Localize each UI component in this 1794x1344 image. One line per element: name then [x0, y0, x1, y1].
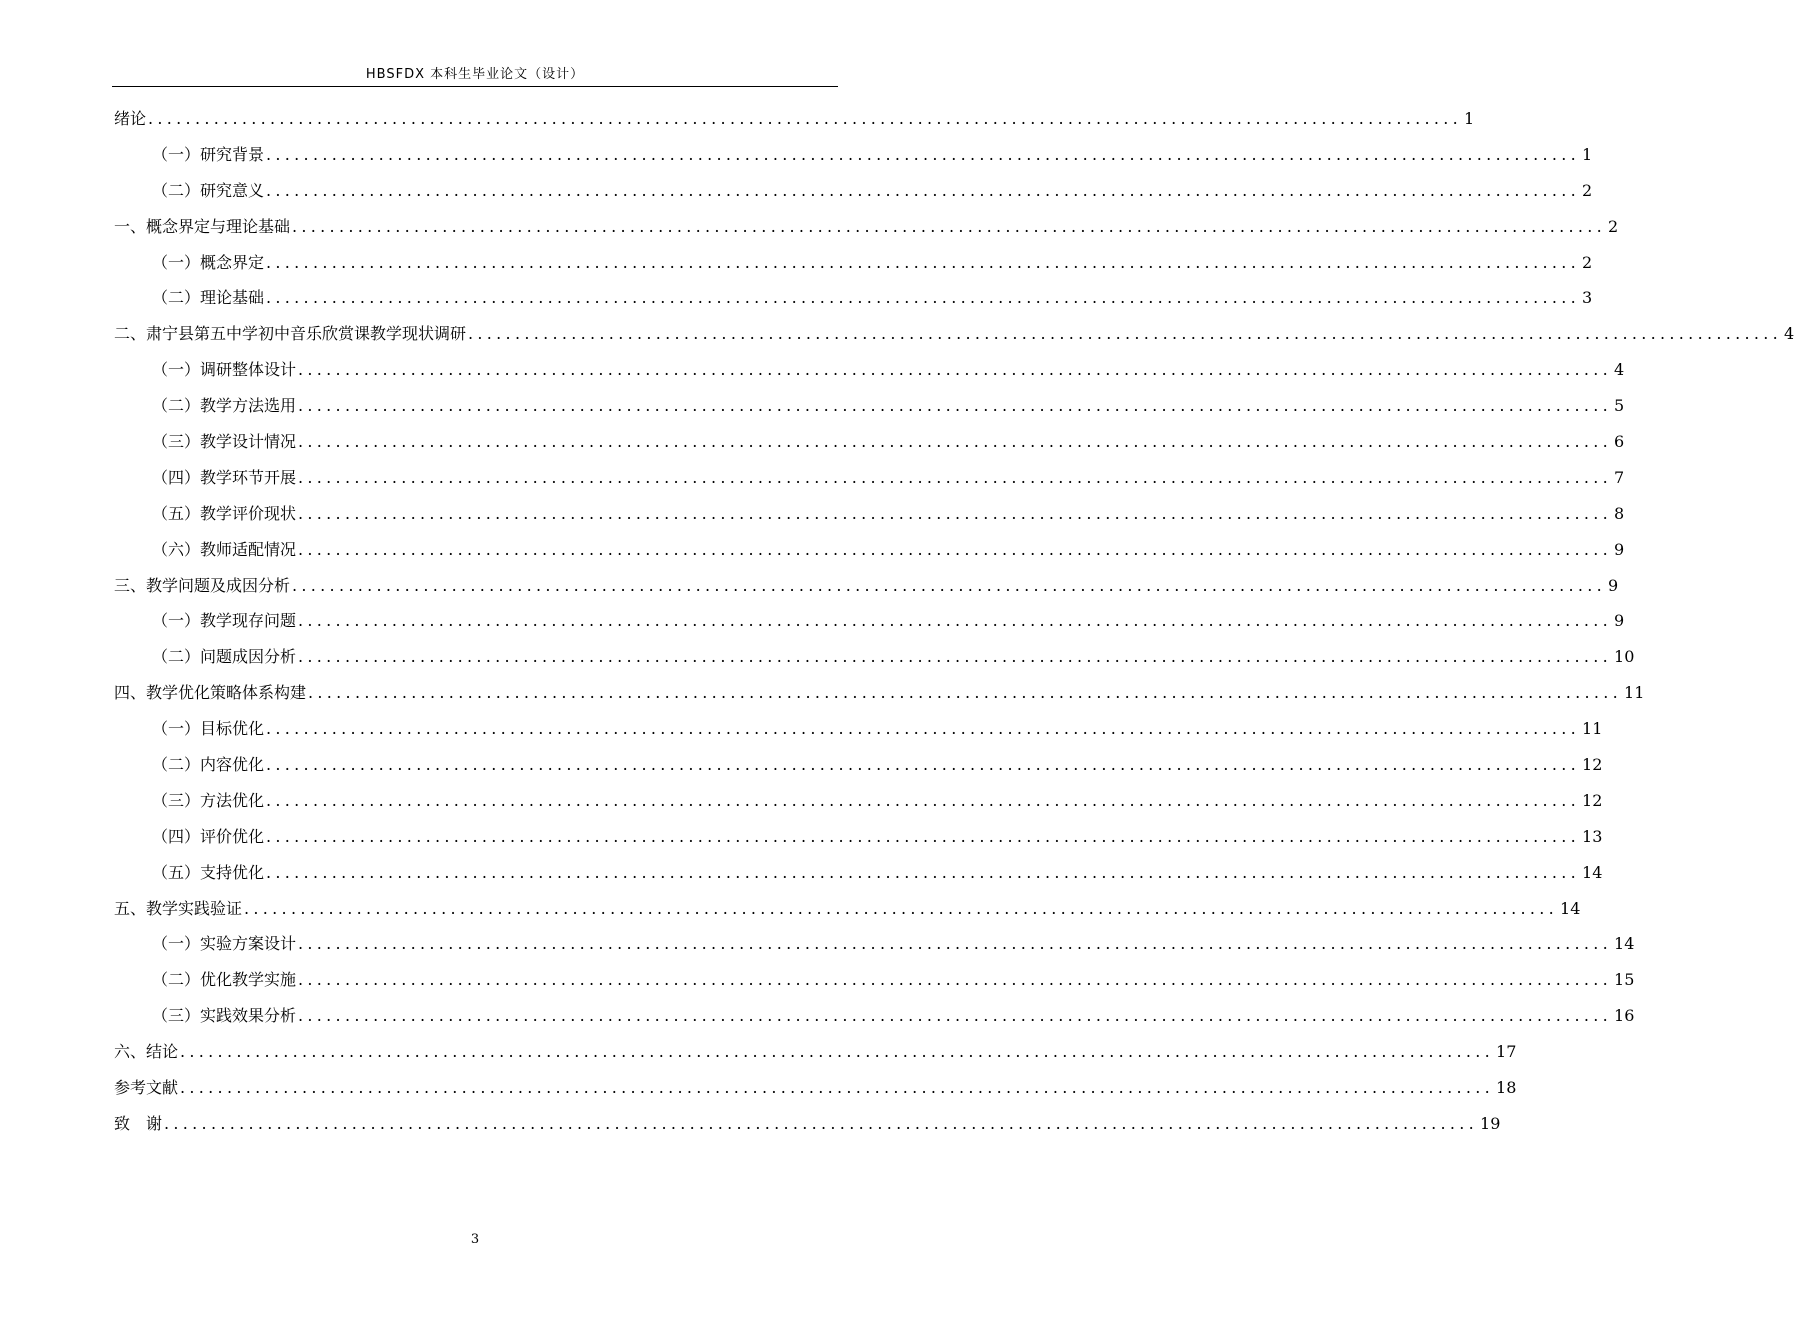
toc-dot-leader: ............................................................................................................................................	[308, 683, 1623, 703]
toc-entry-page: 13	[1582, 826, 1603, 846]
toc-entry[interactable]	[114, 209, 1619, 245]
toc-entry[interactable]	[114, 747, 1603, 783]
toc-entry-page: 9	[1608, 575, 1619, 595]
toc-entry-title: （二）教学方法选用	[152, 396, 297, 416]
toc-dot-leader: ............................................................................................................................................	[298, 360, 1613, 380]
toc-entry-page: 4	[1784, 324, 1794, 344]
toc-entry-page: 8	[1614, 503, 1625, 523]
toc-entry-title: 致 谢	[114, 1113, 163, 1133]
toc-entry[interactable]	[114, 568, 1619, 604]
toc-entry-title: （二）研究意义	[152, 180, 265, 200]
header-divider	[112, 86, 838, 87]
toc-dot-leader: ............................................................................................................................................	[266, 288, 1581, 308]
toc-entry[interactable]	[114, 316, 1794, 352]
toc-dot-leader: ............................................................................................................................................	[468, 324, 1783, 344]
toc-entry[interactable]	[114, 245, 1593, 281]
toc-entry[interactable]	[114, 855, 1603, 891]
toc-dot-leader: ............................................................................................................................................	[266, 826, 1581, 846]
page-number: 3	[470, 1232, 480, 1247]
toc-entry[interactable]	[114, 998, 1635, 1034]
toc-entry-page: 14	[1560, 898, 1581, 918]
toc-entry-page: 9	[1614, 611, 1625, 631]
toc-entry-page: 2	[1582, 180, 1593, 200]
toc-entry-page: 10	[1614, 647, 1635, 667]
toc-dot-leader: ............................................................................................................................................	[298, 503, 1613, 523]
toc-entry[interactable]	[114, 819, 1603, 855]
toc-entry[interactable]	[114, 388, 1625, 424]
toc-entry[interactable]	[114, 137, 1593, 173]
toc-entry-title: 绪论	[114, 109, 147, 128]
toc-entry-title: 五、教学实践验证	[114, 898, 243, 918]
toc-dot-leader: ............................................................................................................................................	[298, 611, 1613, 631]
toc-entry-page: 9	[1614, 539, 1625, 559]
toc-entry-page: 11	[1582, 719, 1603, 739]
toc-entry[interactable]	[114, 711, 1603, 747]
toc-entry-page: 17	[1496, 1042, 1517, 1062]
toc-entry-page: 7	[1614, 467, 1625, 487]
toc-entry-title: 二、肃宁县第五中学初中音乐欣赏课教学现状调研	[114, 324, 467, 344]
toc-dot-leader: ............................................................................................................................................	[298, 1006, 1613, 1026]
toc-entry-title: （一）教学现存问题	[152, 611, 297, 631]
toc-dot-leader: ............................................................................................................................................	[298, 934, 1613, 954]
toc-entry-title: 一、概念界定与理论基础	[114, 216, 291, 236]
toc-entry-title: 三、教学问题及成因分析	[114, 575, 291, 595]
toc-entry-title: （六）教师适配情况	[152, 539, 297, 559]
toc-dot-leader: ............................................................................................................................................	[298, 647, 1613, 667]
toc-entry-title: （一）研究背景	[152, 144, 265, 164]
toc-entry[interactable]	[114, 1034, 1517, 1070]
toc-entry-title: （三）方法优化	[152, 790, 265, 810]
toc-entry-title: （一）目标优化	[152, 719, 265, 739]
toc-dot-leader: ............................................................................................................................................	[298, 467, 1613, 487]
toc-entry[interactable]	[114, 460, 1625, 496]
toc-entry-page: 14	[1582, 862, 1603, 882]
toc-entry-title: （三）实践效果分析	[152, 1006, 297, 1026]
toc-entry[interactable]	[114, 783, 1603, 819]
toc-entry-title: （五）支持优化	[152, 862, 265, 882]
toc-dot-leader: ............................................................................................................................................	[266, 719, 1581, 739]
toc-dot-leader: ............................................................................................................................................	[298, 539, 1613, 559]
toc-dot-leader: ............................................................................................................................................	[266, 180, 1581, 200]
toc-entry-title: （一）调研整体设计	[152, 360, 297, 380]
toc-entry[interactable]	[114, 424, 1625, 460]
table-of-contents	[114, 101, 1794, 1142]
toc-entry-page: 18	[1496, 1078, 1517, 1098]
toc-entry-page: 4	[1614, 360, 1625, 380]
toc-entry[interactable]	[114, 1070, 1517, 1106]
toc-entry-title: （四）评价优化	[152, 826, 265, 846]
toc-entry[interactable]	[114, 101, 1475, 137]
toc-entry-title: 参考文献	[114, 1078, 179, 1098]
toc-entry-page: 2	[1608, 216, 1619, 236]
toc-entry-page: 2	[1582, 252, 1593, 272]
toc-entry[interactable]	[114, 926, 1635, 962]
page-header-title: HBSFDX 本科生毕业论文（设计）	[365, 67, 585, 82]
toc-dot-leader: ............................................................................................................................................	[148, 109, 1463, 128]
toc-entry-title: （一）概念界定	[152, 252, 265, 272]
toc-entry[interactable]	[114, 173, 1593, 209]
toc-entry[interactable]	[114, 352, 1625, 388]
toc-dot-leader: ............................................................................................................................................	[266, 755, 1581, 775]
toc-dot-leader: ............................................................................................................................................	[266, 144, 1581, 164]
toc-entry[interactable]	[114, 532, 1625, 568]
toc-entry-page: 12	[1582, 790, 1603, 810]
toc-entry-title: （三）教学设计情况	[152, 432, 297, 452]
toc-entry-title: （二）内容优化	[152, 755, 265, 775]
toc-entry-page: 1	[1582, 144, 1593, 164]
toc-dot-leader: ............................................................................................................................................	[180, 1042, 1495, 1062]
toc-entry[interactable]	[114, 639, 1635, 675]
toc-entry[interactable]	[114, 1106, 1501, 1142]
toc-dot-leader: ............................................................................................................................................	[180, 1078, 1495, 1098]
toc-dot-leader: ............................................................................................................................................	[292, 216, 1607, 236]
toc-dot-leader: ............................................................................................................................................	[266, 252, 1581, 272]
toc-entry[interactable]	[114, 962, 1635, 998]
toc-dot-leader: ............................................................................................................................................	[164, 1113, 1479, 1133]
toc-entry-title: （二）优化教学实施	[152, 970, 297, 990]
toc-entry-title: （五）教学评价现状	[152, 503, 297, 523]
toc-entry[interactable]	[114, 675, 1645, 711]
toc-entry-title: （二）问题成因分析	[152, 647, 297, 667]
toc-entry-page: 15	[1614, 970, 1635, 990]
toc-entry-page: 1	[1464, 109, 1475, 128]
toc-entry-page: 19	[1480, 1113, 1501, 1133]
toc-dot-leader: ............................................................................................................................................	[266, 790, 1581, 810]
toc-entry-page: 11	[1624, 683, 1645, 703]
toc-entry[interactable]	[114, 891, 1581, 927]
toc-dot-leader: ............................................................................................................................................	[266, 862, 1581, 882]
toc-entry-page: 6	[1614, 432, 1625, 452]
toc-entry-page: 12	[1582, 755, 1603, 775]
toc-entry-title: 四、教学优化策略体系构建	[114, 683, 307, 703]
toc-entry[interactable]	[114, 280, 1593, 316]
toc-dot-leader: ............................................................................................................................................	[244, 898, 1559, 918]
toc-entry-title: （二）理论基础	[152, 288, 265, 308]
toc-entry-page: 5	[1614, 396, 1625, 416]
toc-entry[interactable]	[114, 603, 1625, 639]
toc-dot-leader: ............................................................................................................................................	[298, 432, 1613, 452]
toc-entry-page: 16	[1614, 1006, 1635, 1026]
toc-dot-leader: ............................................................................................................................................	[292, 575, 1607, 595]
toc-entry-title: （一）实验方案设计	[152, 934, 297, 954]
toc-entry-page: 14	[1614, 934, 1635, 954]
toc-entry-title: （四）教学环节开展	[152, 467, 297, 487]
toc-entry-title: 六、结论	[114, 1042, 179, 1062]
toc-entry-page: 3	[1582, 288, 1593, 308]
toc-dot-leader: ............................................................................................................................................	[298, 396, 1613, 416]
toc-entry[interactable]	[114, 496, 1625, 532]
toc-dot-leader: ............................................................................................................................................	[298, 970, 1613, 990]
